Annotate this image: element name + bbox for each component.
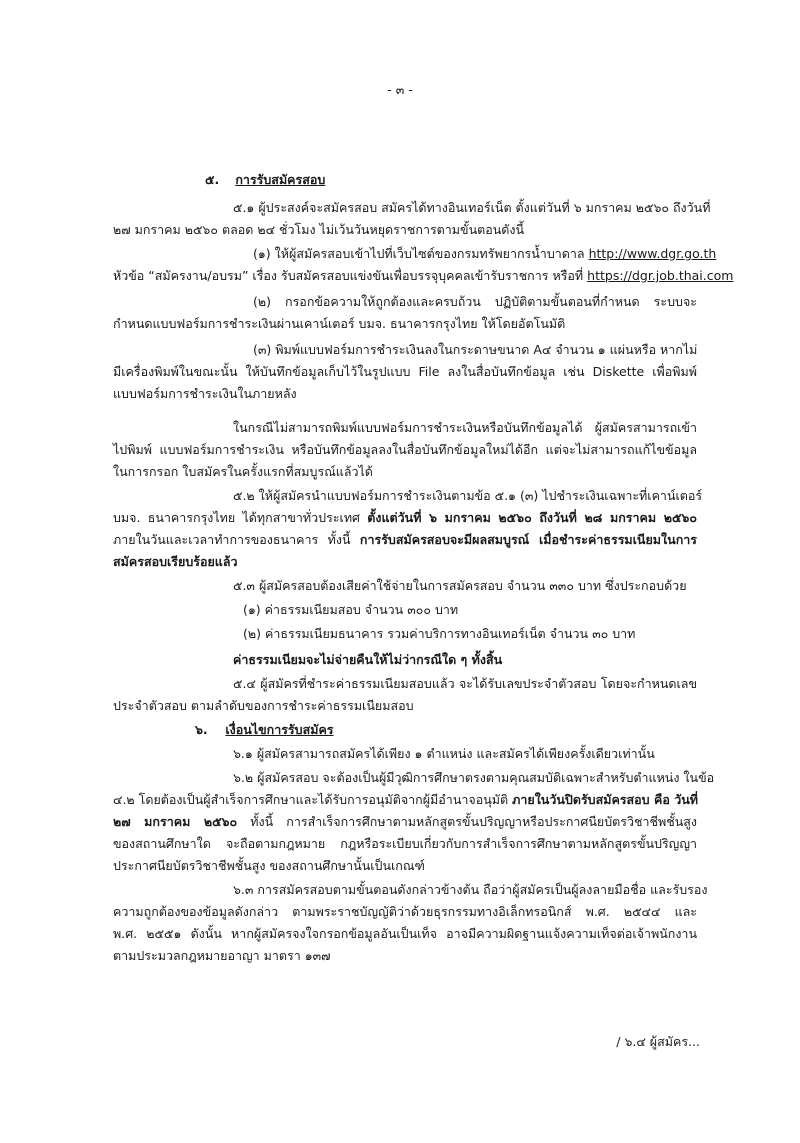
paragraph-line: กำหนดแบบฟอร์มการชำระเงินผ่านเคาน์เตอร์ บมจ. ธนาคารกรุงไทย ให้โดยอัตโนมัติ (113, 316, 566, 331)
deadline-date: ๒๗ มกราคม ๒๕๖๐ (113, 814, 238, 829)
paragraph-text: ภายในวันและเวลาทำการของธนาคาร ทั้งนี้ (113, 532, 351, 547)
paragraph-line: ๒๗ มกราคม ๒๕๖๐ ตลอด ๒๔ ชั่วโมง ไม่เว้นวันหยุดราชการตามขั้นตอนดังนี้ (113, 222, 525, 237)
dgr-job-link[interactable]: https://dgr.job.thai.com (587, 268, 734, 283)
paragraph-text: ทั้งนี้ การสำเร็จการศึกษาตามหลักสูตรขั้นปริญญาหรือประกาศนียบัตรวิชาชีพชั้นสูง (250, 814, 697, 829)
paragraph-line (253, 244, 717, 264)
paragraph-line: ๕.๑ ผู้ประสงค์จะสมัครสอบ สมัครได้ทางอินเทอร์เน็ต ตั้งแต่วันที่ ๖ มกราคม ๒๕๖๐ ถึงวันที่ (233, 200, 711, 215)
paragraph-line: (๒) กรอกข้อความให้ถูกต้องและครบถ้วน ปฏิบัติตามขั้นตอนที่กำหนด ระบบจะ (253, 294, 697, 309)
paragraph-line: ๖.๓ การสมัครสอบตามขั้นตอนดังกล่าวข้างต้น ถือว่าผู้สมัครเป็นผู้ลงลายมือชื่อ และรับรอง (233, 882, 708, 897)
paragraph-line: ในการกรอก ใบสมัครในครั้งแรกที่สมบูรณ์แล้วได้ (113, 464, 373, 479)
paragraph-line: ประจำตัวสอบ ตามลำดับของการชำระค่าธรรมเนียมสอบ (113, 698, 414, 713)
section-5-title: การรับสมัครสอบ (235, 172, 326, 187)
paragraph-line: แบบฟอร์มการชำระเงินในภายหลัง (113, 386, 297, 401)
paragraph-line: ไปพิมพ์ แบบฟอร์มการชำระเงิน หรือบันทึกข้อมูลลงในสื่อบันทึกข้อมูลใหม่ได้อีก แต่จะไม่สามารถแก้ไขข้อมูล (113, 442, 697, 457)
page-number: - ๓ - (387, 82, 413, 97)
completion-condition: การรับสมัครสอบจะมีผลสมบูรณ์ เมื่อชำระค่าธรรมเนียมในการ (359, 532, 697, 547)
paragraph-line (113, 508, 697, 528)
section-5-heading (205, 170, 685, 190)
paragraph-line (113, 266, 734, 286)
instruction-text: หัวข้อ “สมัครงาน/อบรม” เรื่อง รับสมัครสอบแข่งขันเพื่อบรรจุบุคคลเข้ารับราชการ หรือที่ (113, 268, 584, 283)
paragraph-line: ๕.๓ ผู้สมัครสอบต้องเสียค่าใช้จ่ายในการสมัครสอบ จำนวน ๓๓๐ บาท ซึ่งประกอบด้วย (233, 578, 687, 593)
continuation-note: / ๖.๔ ผู้สมัคร... (616, 1034, 700, 1049)
deadline-text: ภายในวันปิดรับสมัครสอบ คือ วันที่ (512, 792, 698, 807)
paragraph-line (113, 790, 697, 810)
paragraph-text: บมจ. ธนาคารกรุงไทย ได้ทุกสาขาทั่วประเทศ (113, 510, 360, 525)
paragraph-line: ประกาศนียบัตรวิชาชีพชั้นสูง ของสถานศึกษานั้นเป็นเกณฑ์ (113, 858, 425, 873)
payment-period: ตั้งแต่วันที่ ๖ มกราคม ๒๕๖๐ ถึงวันที่ ๒๘ มกราคม ๒๕๖๐ (367, 510, 697, 525)
paragraph-line (113, 812, 697, 832)
section-6-number: ๖. (195, 722, 208, 737)
paragraph-line: ในกรณีไม่สามารถพิมพ์แบบฟอร์มการชำระเงินหรือบันทึกข้อมูลได้ ผู้สมัครสามารถเข้า (233, 420, 697, 435)
paragraph-line: ของสถานศึกษาใด จะถือตามกฎหมาย กฎหรือระเบียบเกี่ยวกับการสำเร็จการศึกษาตามหลักสูตรขั้นปริญญา (113, 836, 697, 851)
paragraph-line: ๕.๒ ให้ผู้สมัครนำแบบฟอร์มการชำระเงินตามข้อ ๕.๑ (๓) ไปชำระเงินเฉพาะที่เคาน์เตอร์ (233, 488, 703, 503)
paragraph-line: ตามประมวลกฎหมายอาญา มาตรา ๑๓๗ (113, 948, 331, 963)
instruction-text: (๑) ให้ผู้สมัครสอบเข้าไปที่เว็บไซต์ของกรมทรัพยากรน้ำบาดาล (253, 246, 585, 261)
section-5-number: ๕. (205, 172, 220, 187)
no-refund-note: ค่าธรรมเนียมจะไม่จ่ายคืนให้ไม่ว่ากรณีใด ๆ ทั้งสิ้น (233, 652, 503, 667)
paragraph-line: ๖.๒ ผู้สมัครสอบ จะต้องเป็นผู้มีวุฒิการศึกษาตรงตามคุณสมบัติเฉพาะสำหรับตำแหน่ง ในข้อ (233, 770, 715, 785)
paragraph-line: (๓) พิมพ์แบบฟอร์มการชำระเงินลงในกระดาษขนาด A๔ จำนวน ๑ แผ่นหรือ หากไม่ (253, 342, 698, 357)
paragraph-line: ๖.๑ ผู้สมัครสามารถสมัครได้เพียง ๑ ตำแหน่ง และสมัครได้เพียงครั้งเดียวเท่านั้น (233, 746, 655, 761)
paragraph-line: สมัครสอบเรียบร้อยแล้ว (113, 554, 238, 569)
paragraph-line: ๕.๔ ผู้สมัครที่ชำระค่าธรรมเนียมสอบแล้ว จะได้รับเลขประจำตัวสอบ โดยจะกำหนดเลข (233, 676, 697, 691)
paragraph-text: ๔.๒ โดยต้องเป็นผู้สำเร็จการศึกษาและได้รับการอนุมัติจากผู้มีอำนาจอนุมัติ (113, 792, 509, 807)
section-6-title: เงื่อนไขการรับสมัคร (225, 722, 334, 737)
dgr-website-link[interactable]: http://www.dgr.go.th (588, 246, 717, 261)
paragraph-line: มีเครื่องพิมพ์ในขณะนั้น ให้บันทึกข้อมูลเก็บไว้ในรูปแบบ File ลงในสื่อบันทึกข้อมูล เช่น Diskette เพื่อพิมพ์ (113, 364, 697, 379)
section-6-heading (195, 720, 675, 740)
paragraph-line: พ.ศ. ๒๕๕๑ ดังนั้น หากผู้สมัครจงใจกรอกข้อมูลอันเป็นเท็จ อาจมีความผิดฐานแจ้งความเท็จต่อเจ้าพนักงาน (113, 926, 697, 941)
paragraph-line: ความถูกต้องของข้อมูลดังกล่าว ตามพระราชบัญญัติว่าด้วยธุรกรรมทางอิเล็กทรอนิกส์ พ.ศ. ๒๕๔๔ และ (113, 904, 697, 919)
fee-item: (๒) ค่าธรรมเนียมธนาคาร รวมค่าบริการทางอินเทอร์เน็ต จำนวน ๓๐ บาท (243, 626, 636, 641)
paragraph-line (113, 530, 697, 550)
fee-item: (๑) ค่าธรรมเนียมสอบ จำนวน ๓๐๐ บาท (243, 602, 459, 617)
